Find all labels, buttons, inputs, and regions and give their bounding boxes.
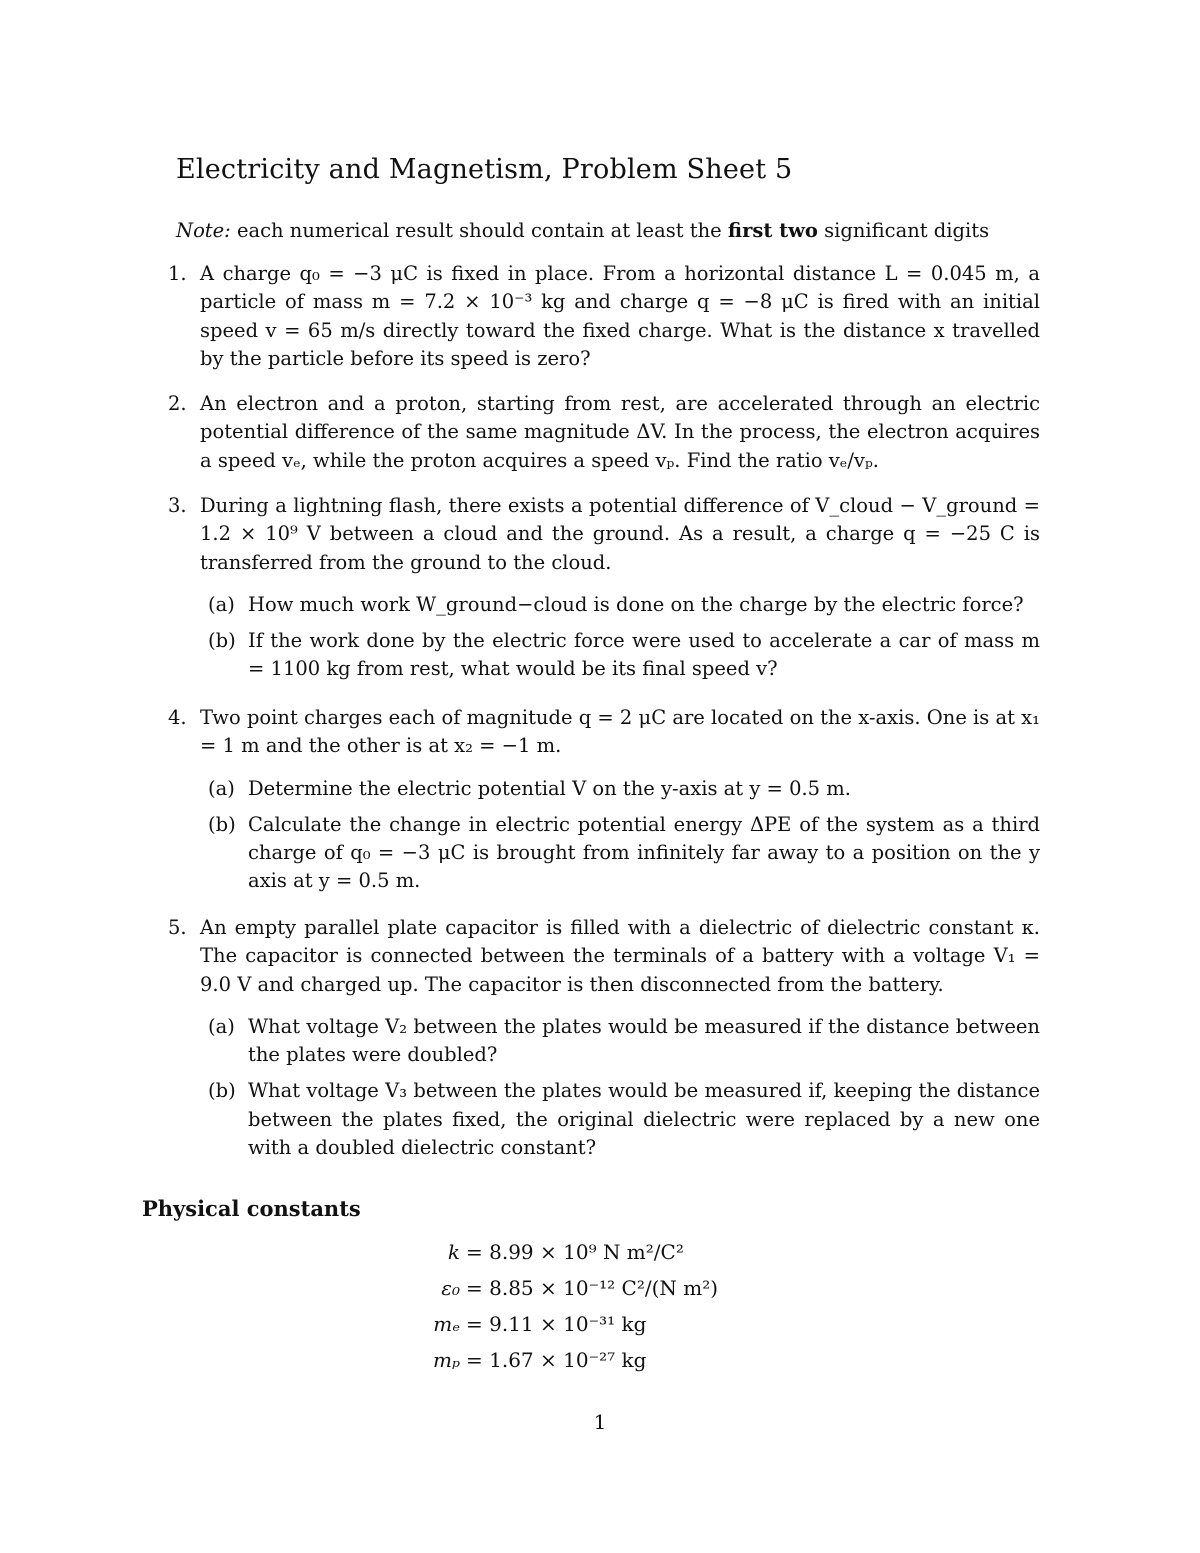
problem-3-part-b: [208, 627, 1040, 684]
part-label: (b): [208, 1079, 236, 1103]
constant-value: = 9.11 × 10⁻³¹ kg: [466, 1312, 647, 1336]
constant-symbol: mₚ: [433, 1348, 460, 1372]
constant-row: [380, 1234, 840, 1270]
problem-2: [168, 390, 1040, 475]
problem-4-part-b: [208, 811, 1040, 896]
problem-5: [168, 914, 1040, 1162]
problem-text: During a lightning flash, there exists a potential difference of V_cloud − V_ground = 1.2 × 10⁹ V between a cloud and the ground. As a result, a charge q = −25 C is transferred from the ground to the cloud.: [200, 494, 1040, 574]
problem-4-part-a: [208, 775, 1040, 803]
part-label: (b): [208, 629, 236, 653]
part-label: (b): [208, 812, 236, 836]
part-text: If the work done by the electric force were used to accelerate a car of mass m = 1100 kg from rest, what would be its final speed v?: [248, 629, 1040, 681]
part-label: (a): [208, 1014, 235, 1038]
problem-number: 1.: [168, 262, 187, 285]
part-text: What voltage V₂ between the plates would be measured if the distance between the plates were doubled?: [248, 1014, 1040, 1067]
constant-symbol: ε₀: [441, 1276, 460, 1300]
problem-4: [168, 704, 1040, 896]
part-text: Calculate the change in electric potential energy ΔPE of the system as a third charge of q₀ = −3 μC is brought from infinitely far away to a position on the y axis at y = 0.5 m.: [248, 812, 1040, 893]
problem-text: Two point charges each of magnitude q = 2 μC are located on the x-axis. One is at x₁ = 1 m and the other is at x₂ = −1 m.: [200, 706, 1040, 758]
problem-5-part-b: [208, 1077, 1040, 1162]
constant-symbol: k: [447, 1240, 460, 1264]
note-emphasis: first two: [727, 219, 818, 242]
note-text-pre: each numerical result should contain at least the: [230, 219, 728, 242]
problem-text: An electron and a proton, starting from rest, are accelerated through an electric potential difference of the same magnitude ΔV. In the process, the electron acquires a speed vₑ, while the proton acquires a speed vₚ. Find the ratio vₑ/vₚ.: [200, 392, 1040, 472]
constant-row: [380, 1306, 840, 1342]
constant-row: [380, 1342, 840, 1378]
constant-row: [380, 1270, 840, 1306]
page-number: 1: [593, 1410, 607, 1434]
constant-value: = 1.67 × 10⁻²⁷ kg: [466, 1348, 647, 1372]
note-text-post: significant digits: [817, 219, 990, 242]
problem-5-part-a: [208, 1013, 1040, 1070]
problem-number: 3.: [168, 494, 187, 517]
problem-1: [168, 260, 1040, 373]
part-text: Determine the electric potential V on the y-axis at y = 0.5 m.: [248, 776, 851, 800]
problem-3: [168, 492, 1040, 684]
problem-number: 2.: [168, 392, 187, 415]
constant-value: = 8.85 × 10⁻¹² C²/(N m²): [466, 1276, 719, 1300]
constants-heading: Physical constants: [142, 1196, 361, 1221]
constants-block: [380, 1234, 840, 1378]
part-text: What voltage V₃ between the plates would be measured if, keeping the distance between the plates fixed, the original dielectric were replaced by a new one with a doubled dielectric constant?: [248, 1079, 1040, 1160]
part-label: (a): [208, 592, 235, 616]
part-text: How much work W_ground−cloud is done on the charge by the electric force?: [248, 592, 1024, 616]
problem-3-part-a: [208, 591, 1040, 619]
problem-number: 4.: [168, 706, 187, 729]
note-label: Note:: [176, 219, 231, 242]
problem-text: A charge q₀ = −3 μC is fixed in place. From a horizontal distance L = 0.045 m, a particle of mass m = 7.2 × 10⁻³ kg and charge q = −8 μC is fired with an initial speed v = 65 m/s directly toward the fixed charge. What is the distance x travelled by the particle before its speed is zero?: [200, 262, 1040, 370]
note-line: [176, 217, 989, 245]
sheet-title: Electricity and Magnetism, Problem Sheet 5: [176, 154, 793, 185]
constant-value: = 8.99 × 10⁹ N m²/C²: [466, 1240, 684, 1264]
problem-number: 5.: [168, 916, 187, 939]
part-label: (a): [208, 776, 235, 800]
constant-symbol: mₑ: [433, 1312, 460, 1336]
problem-text: An empty parallel plate capacitor is filled with a dielectric of dielectric constant κ. The capacitor is connected between the terminals of a battery with a voltage V₁ = 9.0 V and charged up. The capacitor is then disconnected from the battery.: [200, 916, 1040, 996]
